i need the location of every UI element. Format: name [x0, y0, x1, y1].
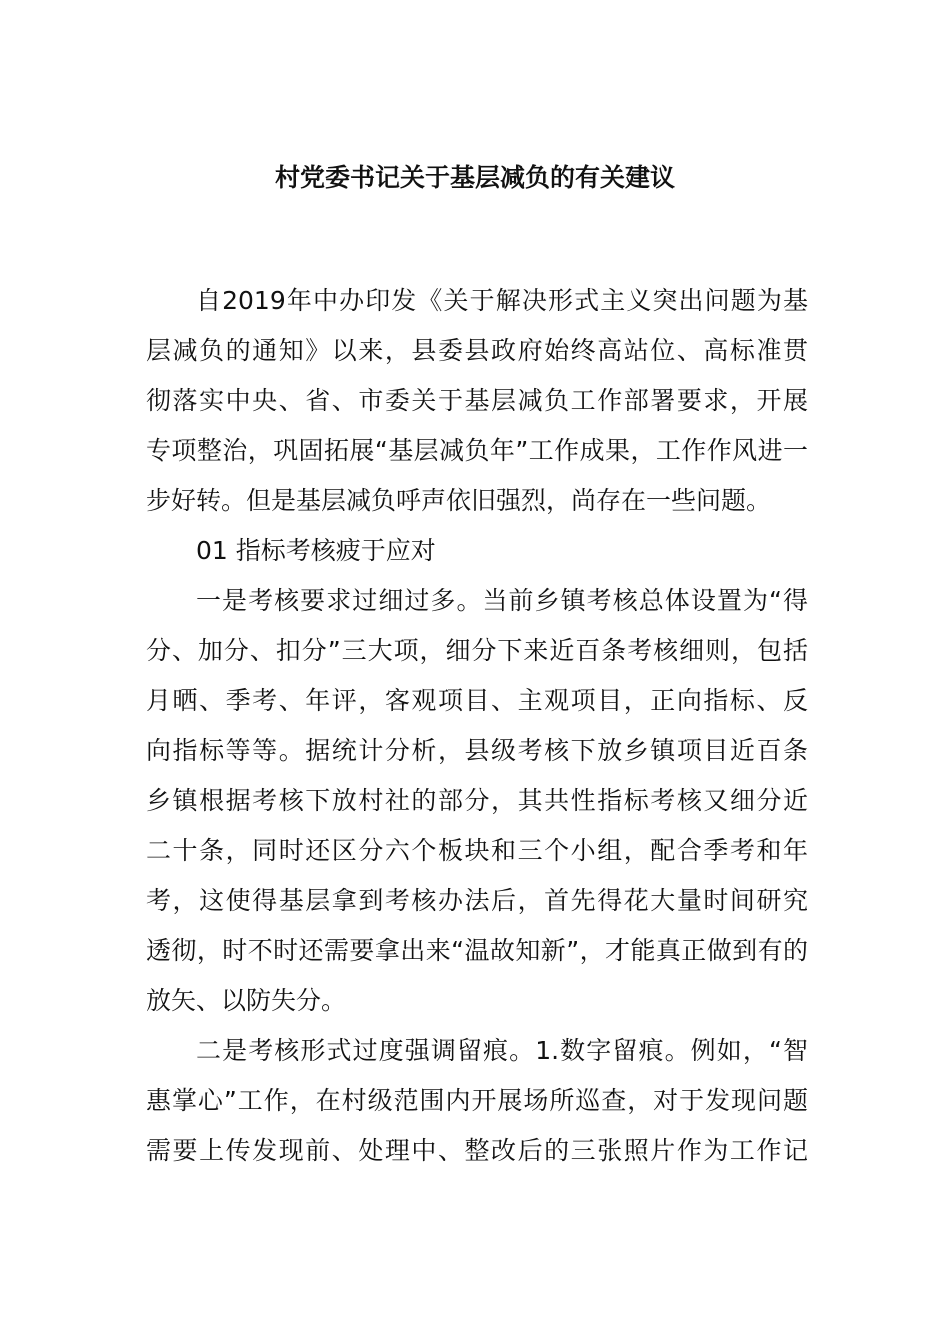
paragraph-line: 二是考核形式过度强调留痕。1.数字留痕。例如，“智	[196, 1036, 808, 1065]
paragraph-line: 专项整治，巩固拓展“基层减负年”工作成果，工作作风进一	[146, 436, 808, 465]
section-heading: 01 指标考核疲于应对	[196, 536, 436, 565]
paragraph-line: 二十条，同时还区分六个板块和三个小组，配合季考和年	[146, 836, 808, 865]
paragraph-line: 乡镇根据考核下放村社的部分，其共性指标考核又细分近	[146, 786, 808, 815]
paragraph-line: 步好转。但是基层减负呼声依旧强烈，尚存在一些问题。	[146, 486, 772, 515]
paragraph-line: 自2019年中办印发《关于解决形式主义突出问题为基	[196, 286, 808, 315]
paragraph-line: 向指标等等。据统计分析，县级考核下放乡镇项目近百条	[146, 736, 808, 765]
paragraph-line: 分、加分、扣分”三大项，细分下来近百条考核细则，包括	[146, 636, 808, 665]
paragraph-line: 彻落实中央、省、市委关于基层减负工作部署要求，开展	[146, 386, 808, 415]
paragraph-line: 一是考核要求过细过多。当前乡镇考核总体设置为“得	[196, 586, 808, 615]
paragraph-line: 需要上传发现前、处理中、整改后的三张照片作为工作记	[146, 1136, 808, 1165]
paragraph-line: 放矢、以防失分。	[146, 986, 347, 1015]
document-title: 村党委书记关于基层减负的有关建议	[274, 163, 675, 192]
paragraph-line: 层减负的通知》以来，县委县政府始终高站位、高标准贯	[146, 336, 808, 365]
paragraph-line: 考，这使得基层拿到考核办法后，首先得花大量时间研究	[146, 886, 808, 915]
paragraph-line: 惠掌心”工作，在村级范围内开展场所巡查，对于发现问题	[146, 1086, 808, 1115]
paragraph-line: 月晒、季考、年评，客观项目、主观项目，正向指标、反	[146, 686, 808, 715]
paragraph-line: 透彻，时不时还需要拿出来“温故知新”，才能真正做到有的	[146, 936, 808, 965]
